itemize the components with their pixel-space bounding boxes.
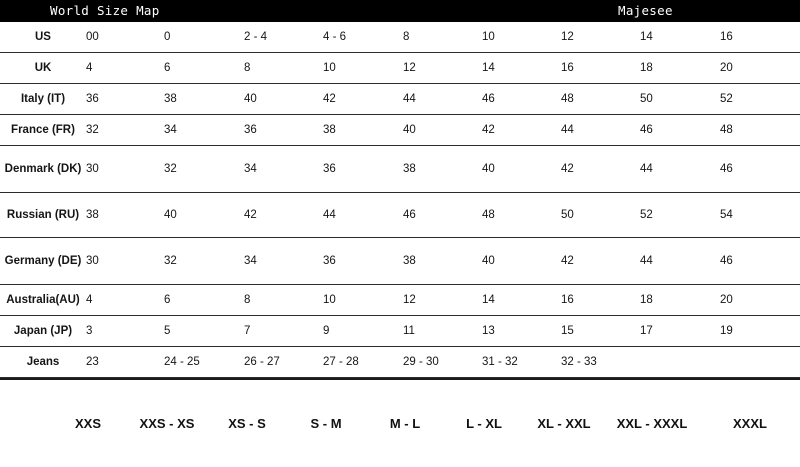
cell: 15 — [561, 316, 640, 347]
footer-size: L - XL — [466, 415, 502, 431]
cell: 42 — [323, 84, 403, 115]
table-row — [0, 347, 800, 378]
cell: 46 — [482, 84, 561, 115]
cell: 12 — [561, 22, 640, 53]
cell: 2 - 4 — [244, 22, 323, 53]
cell: 46 — [403, 193, 482, 238]
cell: 48 — [561, 84, 640, 115]
cell: 40 — [403, 115, 482, 146]
cell: 8 — [403, 22, 482, 53]
footer-size-row — [0, 402, 800, 444]
cell: 46 — [720, 146, 800, 193]
cell: 18 — [640, 53, 720, 84]
cell: 14 — [482, 53, 561, 84]
cell: 14 — [640, 22, 720, 53]
table-row — [0, 53, 800, 84]
footer-size: XL - XXL — [537, 415, 591, 431]
cell: 20 — [720, 285, 800, 316]
footer-size: M - L — [389, 415, 421, 431]
cell: 44 — [323, 193, 403, 238]
cell: 48 — [482, 193, 561, 238]
cell: 36 — [244, 115, 323, 146]
cell: 48 — [720, 115, 800, 146]
row-label: Italy (IT) — [0, 84, 86, 115]
cell: 44 — [640, 146, 720, 193]
cell: 44 — [640, 238, 720, 285]
table-row — [0, 22, 800, 53]
cell: 16 — [561, 53, 640, 84]
cell: 17 — [640, 316, 720, 347]
footer-size: XXS — [74, 415, 101, 431]
cell — [720, 347, 800, 378]
cell: 38 — [403, 238, 482, 285]
cell: 23 — [86, 347, 164, 378]
cell: 4 — [86, 53, 164, 84]
cell: 0 — [164, 22, 244, 53]
header-bar — [0, 0, 800, 22]
cell: 30 — [86, 146, 164, 193]
cell: 42 — [561, 238, 640, 285]
cell: 30 — [86, 238, 164, 285]
cell: 44 — [561, 115, 640, 146]
cell: 24 - 25 — [164, 347, 244, 378]
row-label: Germany (DE) — [0, 238, 86, 285]
cell: 8 — [244, 53, 323, 84]
cell: 31 - 32 — [482, 347, 561, 378]
table-row — [0, 115, 800, 146]
cell: 18 — [640, 285, 720, 316]
cell: 5 — [164, 316, 244, 347]
cell: 40 — [482, 146, 561, 193]
cell: 32 — [164, 238, 244, 285]
footer-size: XXL - XXXL — [616, 415, 688, 431]
cell: 34 — [244, 146, 323, 193]
footer-size-legend — [0, 378, 800, 444]
cell: 38 — [86, 193, 164, 238]
cell: 10 — [323, 53, 403, 84]
cell: 4 — [86, 285, 164, 316]
table-row — [0, 146, 800, 193]
cell: 50 — [640, 84, 720, 115]
cell: 52 — [640, 193, 720, 238]
footer-size: XS - S — [228, 415, 266, 431]
cell: 32 — [86, 115, 164, 146]
cell: 6 — [164, 285, 244, 316]
cell: 14 — [482, 285, 561, 316]
cell: 00 — [86, 22, 164, 53]
cell: 36 — [323, 146, 403, 193]
cell: 32 - 33 — [561, 347, 640, 378]
cell: 38 — [323, 115, 403, 146]
cell: 6 — [164, 53, 244, 84]
row-label: Jeans — [0, 347, 86, 378]
cell: 36 — [323, 238, 403, 285]
cell: 38 — [164, 84, 244, 115]
cell: 4 - 6 — [323, 22, 403, 53]
cell: 29 - 30 — [403, 347, 482, 378]
footer-size: XXXL — [733, 415, 767, 431]
cell: 13 — [482, 316, 561, 347]
cell: 8 — [244, 285, 323, 316]
row-label: France (FR) — [0, 115, 86, 146]
table-row — [0, 84, 800, 115]
row-label: Japan (JP) — [0, 316, 86, 347]
row-label: Russian (RU) — [0, 193, 86, 238]
cell: 20 — [720, 53, 800, 84]
cell: 46 — [640, 115, 720, 146]
row-label: UK — [0, 53, 86, 84]
cell: 12 — [403, 53, 482, 84]
cell: 10 — [323, 285, 403, 316]
chart-title: World Size Map — [50, 3, 160, 18]
cell: 7 — [244, 316, 323, 347]
cell: 42 — [482, 115, 561, 146]
table-row — [0, 285, 800, 316]
cell: 12 — [403, 285, 482, 316]
cell: 40 — [164, 193, 244, 238]
cell: 34 — [164, 115, 244, 146]
cell: 38 — [403, 146, 482, 193]
cell: 9 — [323, 316, 403, 347]
cell: 40 — [482, 238, 561, 285]
row-label: US — [0, 22, 86, 53]
row-label: Denmark (DK) — [0, 146, 86, 193]
size-table — [0, 22, 800, 378]
cell: 54 — [720, 193, 800, 238]
cell: 44 — [403, 84, 482, 115]
cell: 52 — [720, 84, 800, 115]
cell: 16 — [720, 22, 800, 53]
cell: 42 — [244, 193, 323, 238]
cell: 27 - 28 — [323, 347, 403, 378]
cell: 3 — [86, 316, 164, 347]
cell: 11 — [403, 316, 482, 347]
footer-size: S - M — [310, 415, 342, 431]
cell: 40 — [244, 84, 323, 115]
cell: 32 — [164, 146, 244, 193]
cell: 10 — [482, 22, 561, 53]
cell: 34 — [244, 238, 323, 285]
cell: 36 — [86, 84, 164, 115]
row-label: Australia(AU) — [0, 285, 86, 316]
cell — [640, 347, 720, 378]
cell: 19 — [720, 316, 800, 347]
table-row — [0, 238, 800, 285]
footer-divider — [0, 378, 800, 380]
cell: 42 — [561, 146, 640, 193]
cell: 16 — [561, 285, 640, 316]
cell: 26 - 27 — [244, 347, 323, 378]
table-row — [0, 193, 800, 238]
table-row — [0, 316, 800, 347]
cell: 46 — [720, 238, 800, 285]
brand-name: Majesee — [618, 3, 673, 18]
cell: 50 — [561, 193, 640, 238]
footer-size: XXS - XS — [139, 415, 195, 431]
